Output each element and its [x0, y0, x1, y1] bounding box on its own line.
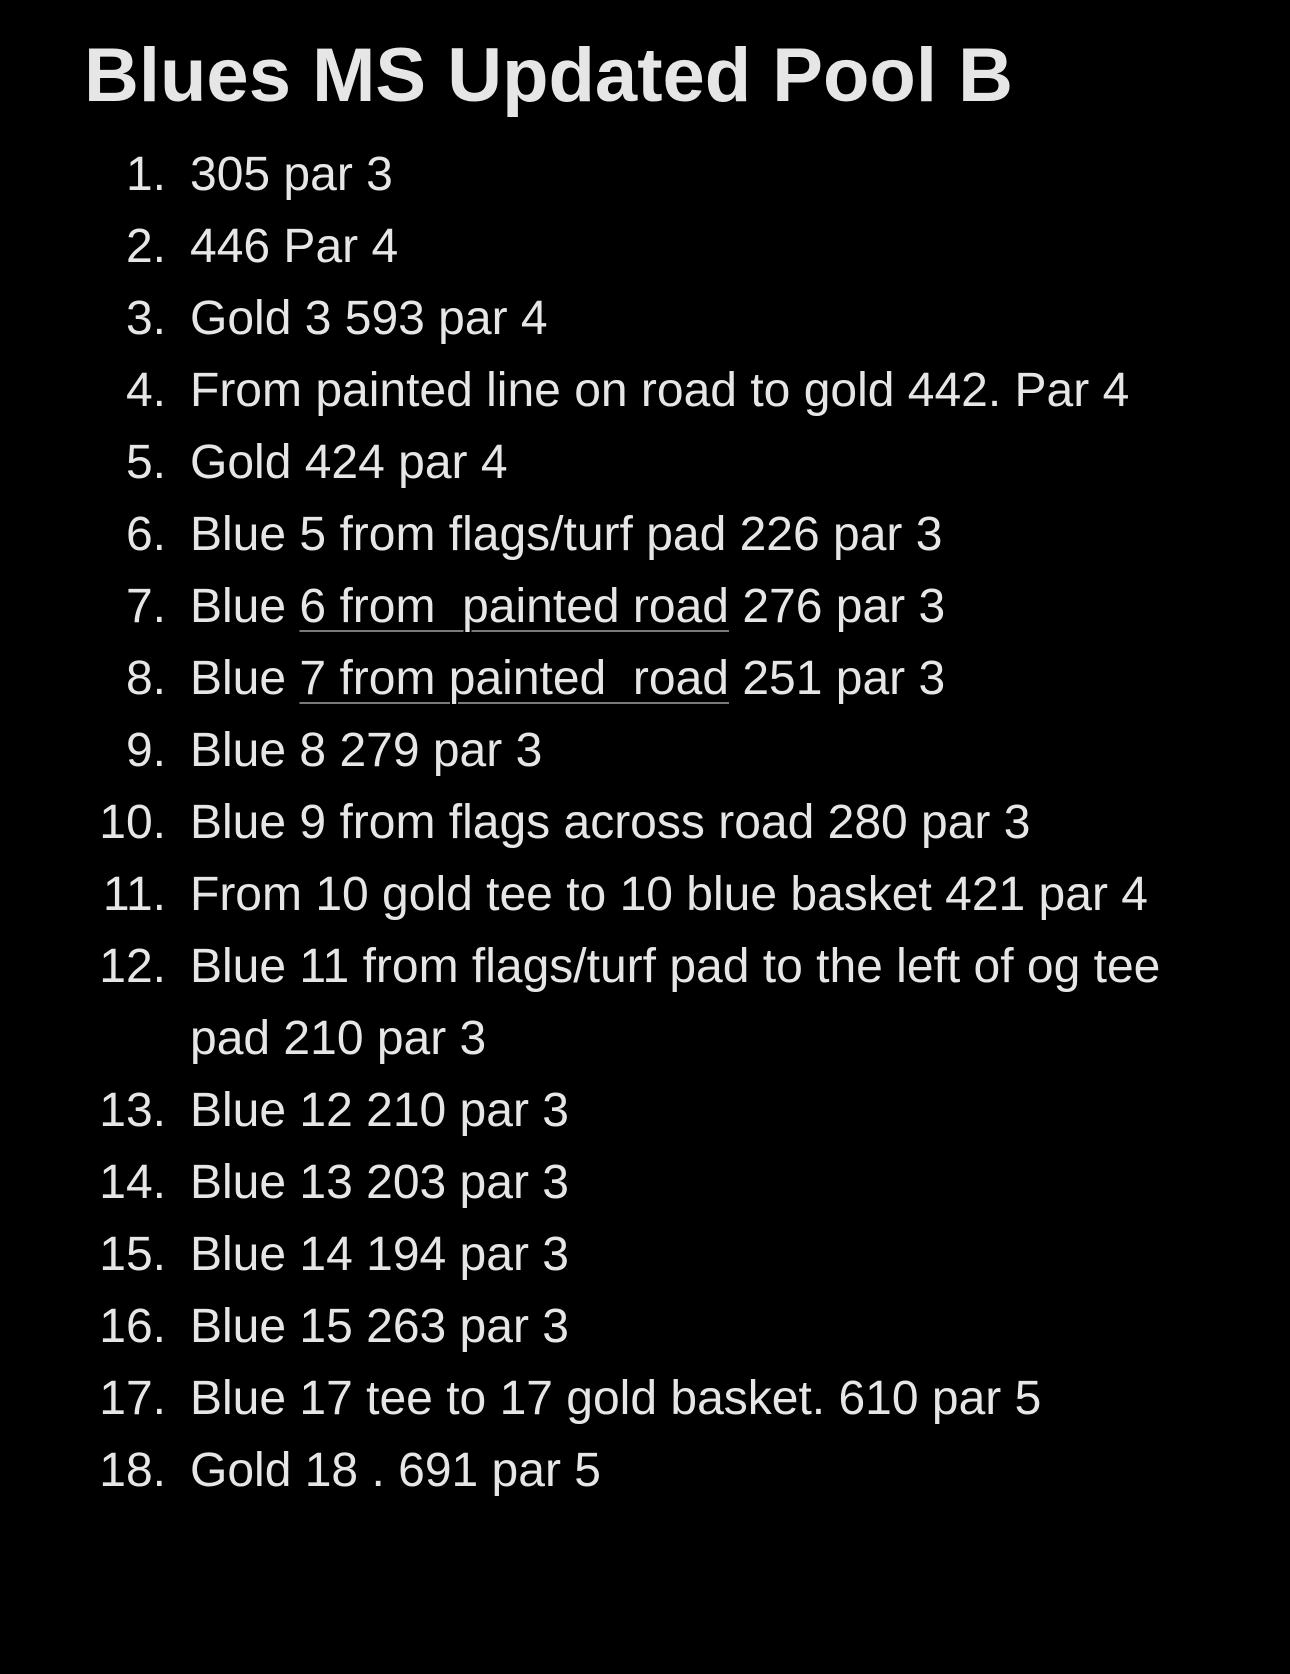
list-number: 4.: [125, 364, 166, 417]
list-number: 17.: [99, 1372, 166, 1425]
list-number: 11.: [102, 868, 166, 921]
list-number: 10.: [99, 796, 166, 849]
list-item-text[interactable]: From painted line on road to gold 442. Par 4: [190, 364, 1130, 417]
list-number: 13.: [99, 1084, 166, 1137]
list-item[interactable]: [0, 931, 1290, 1075]
list-item-text[interactable]: Gold 424 par 4: [190, 436, 508, 489]
list-item-text[interactable]: Blue 14 194 par 3: [190, 1228, 569, 1281]
list-item-text[interactable]: 305 par 3: [190, 148, 393, 201]
list-item-text[interactable]: Blue 5 from flags/turf pad 226 par 3: [190, 508, 943, 561]
list-number: 8.: [125, 652, 166, 705]
list-number: 2.: [125, 220, 166, 273]
list-number: 6.: [125, 508, 166, 561]
list-item[interactable]: [0, 1075, 1290, 1147]
list-item[interactable]: [0, 1435, 1290, 1507]
list-item-text[interactable]: Blue 13 203 par 3: [190, 1156, 569, 1209]
list-item-text-plain: Blue: [190, 580, 300, 633]
list-item-text[interactable]: Blue 8 279 par 3: [190, 724, 543, 777]
list-item[interactable]: [0, 787, 1290, 859]
list-number: 9.: [125, 724, 166, 777]
list-number: 15.: [99, 1228, 166, 1281]
list-item-text[interactable]: Blue 15 263 par 3: [190, 1300, 569, 1353]
list-item[interactable]: [0, 859, 1290, 931]
numbered-list: [0, 139, 1290, 1507]
list-item-text[interactable]: Blue 9 from flags across road 280 par 3: [190, 796, 1031, 849]
note-title[interactable]: Blues MS Updated Pool B: [84, 33, 1013, 118]
list-item[interactable]: [0, 427, 1290, 499]
list-item[interactable]: [0, 139, 1290, 211]
list-item-text[interactable]: From 10 gold tee to 10 blue basket 421 par 4: [190, 868, 1148, 921]
list-item[interactable]: [0, 1291, 1290, 1363]
list-item[interactable]: [0, 355, 1290, 427]
list-number: 18.: [99, 1444, 166, 1497]
list-item-text[interactable]: Blue 17 tee to 17 gold basket. 610 par 5: [190, 1372, 1042, 1425]
list-item[interactable]: [0, 211, 1290, 283]
list-item-text[interactable]: Gold 3 593 par 4: [190, 292, 548, 345]
list-item-text[interactable]: Gold 18 . 691 par 5: [190, 1444, 601, 1497]
list-item[interactable]: [0, 571, 1290, 643]
list-number: 5.: [125, 436, 166, 489]
underlined-text: 6 from painted road: [299, 580, 729, 633]
list-item[interactable]: [0, 715, 1290, 787]
list-item-text[interactable]: Blue 12 210 par 3: [190, 1084, 569, 1137]
list-number: 3.: [125, 292, 166, 345]
list-item[interactable]: [0, 643, 1290, 715]
list-item[interactable]: [0, 1219, 1290, 1291]
list-item-text[interactable]: 446 Par 4: [190, 220, 399, 273]
list-number: 7.: [125, 580, 166, 633]
list-item-text-plain: 251 par 3: [729, 652, 946, 705]
underlined-text: 7 from painted road: [299, 652, 729, 705]
list-item-text-plain: Blue: [190, 652, 300, 705]
list-item[interactable]: [0, 499, 1290, 571]
list-item-text-plain: 276 par 3: [729, 580, 946, 633]
list-item-text[interactable]: Blue 11 from flags/turf pad to the left of og tee pad 210 par 3: [190, 940, 1161, 1065]
list-item[interactable]: [0, 283, 1290, 355]
list-number: 1.: [125, 148, 166, 201]
list-item-text[interactable]: [190, 571, 1180, 643]
list-number: 14.: [99, 1156, 166, 1209]
list-item[interactable]: [0, 1147, 1290, 1219]
list-number: 12.: [99, 940, 166, 993]
list-number: 16.: [99, 1300, 166, 1353]
list-item[interactable]: [0, 1363, 1290, 1435]
list-item-text[interactable]: [190, 643, 1180, 715]
